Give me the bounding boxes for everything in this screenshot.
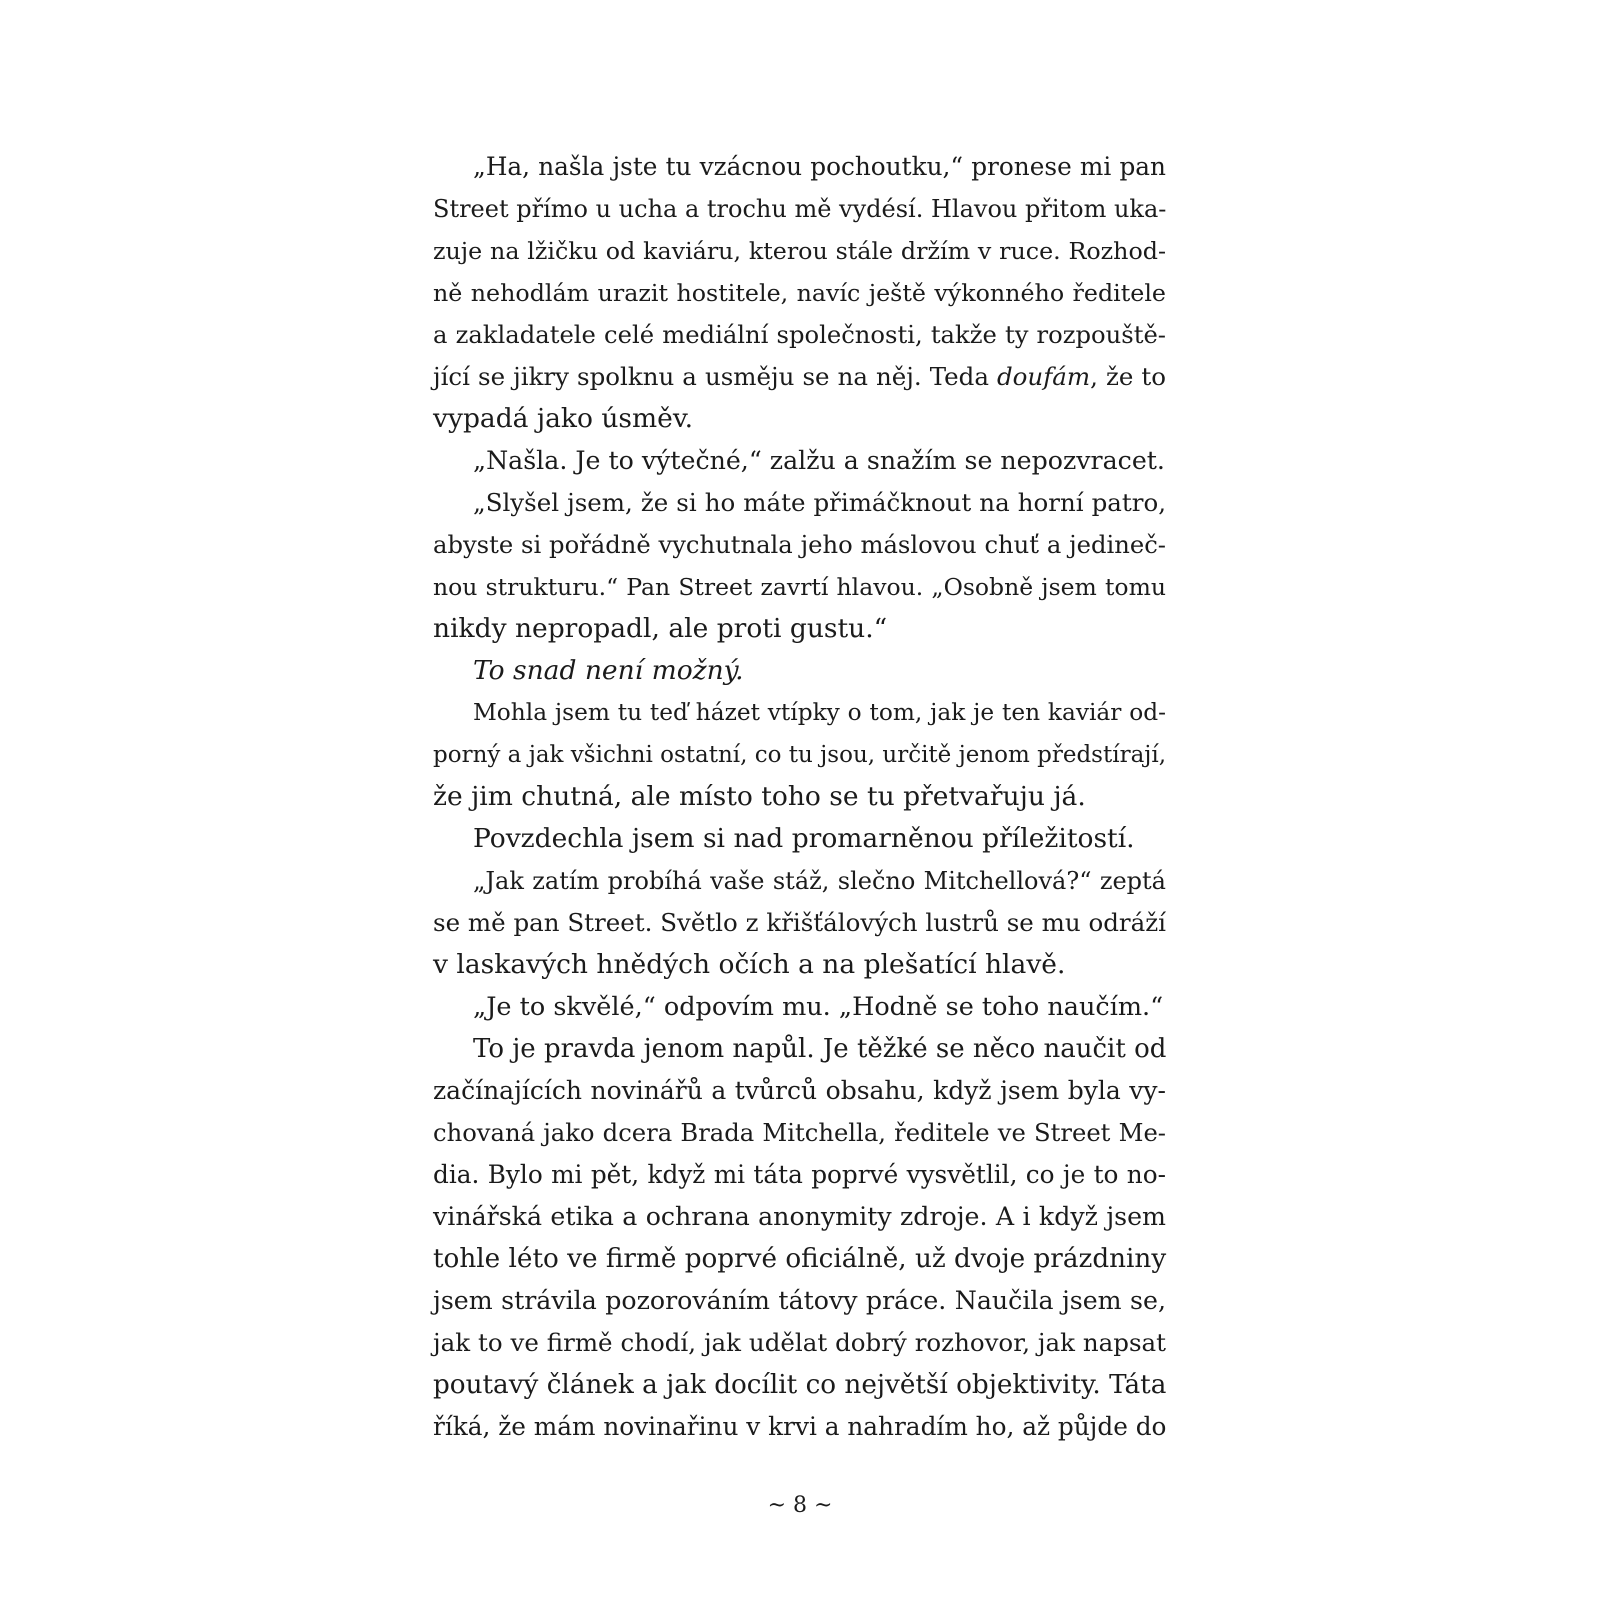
text-line: ně nehodlám urazit hostitele, navíc ještě výkonného ředitele	[433, 279, 1166, 307]
text-line: „Je to skvělé,“ odpovím mu. „Hodně se toho naučím.“	[473, 992, 1164, 1022]
text-line: se mě pan Street. Světlo z křišťálových lustrů se mu odráží	[433, 908, 1166, 937]
text-line: říká, že mám novinařinu v krvi a nahradím ho, až půjde do	[433, 1412, 1167, 1441]
page-number: ~ 8 ~	[767, 1493, 833, 1518]
text-line: Street přímo u ucha a trochu mě vydésí. Hlavou přitom uka-	[433, 195, 1167, 223]
text-line: jící se jikry spolknu a usměju se na něj. Teda doufám, že to	[433, 362, 1166, 391]
text-line: poutavý článek a jak docílit co největší objektivity. Táta	[433, 1370, 1167, 1400]
text-line: tohle léto ve firmě poprvé oficiálně, už dvoje prázdniny	[433, 1244, 1167, 1274]
text-line: To je pravda jenom napůl. Je těžké se něco naučit od	[473, 1034, 1167, 1064]
text-line: To snad není možný.	[473, 655, 744, 686]
text-line: „Našla. Je to výtečné,“ zalžu a snažím se nepozvracet.	[473, 446, 1165, 475]
text-line: a zakladatele celé mediální společnosti, takže ty rozpouště-	[433, 320, 1166, 349]
text-line: abyste si pořádně vychutnala jeho máslovou chuť a jedineč-	[433, 530, 1166, 559]
text-line: v laskavých hnědých očích a na plešatící hlavě.	[433, 949, 1066, 980]
text-line: nou strukturu.“ Pan Street zavrtí hlavou. „Osobně jsem tomu	[433, 573, 1166, 601]
text-line: že jim chutná, ale místo toho se tu přetvařuju já.	[433, 781, 1086, 812]
text-line: „Slyšel jsem, že si ho máte přimáčknout na horní patro,	[473, 488, 1166, 517]
text-line: začínajících novinářů a tvůrců obsahu, když jsem byla vy-	[433, 1076, 1166, 1105]
text-line: „Jak zatím probíhá vaše stáž, slečno Mitchellová?“ zeptá	[473, 867, 1166, 895]
text-line: nikdy nepropadl, ale proti gustu.“	[433, 613, 888, 644]
body-text	[433, 146, 1166, 1448]
text-line: chovaná jako dcera Brada Mitchella, ředitele ve Street Me-	[433, 1118, 1166, 1147]
text-line: vinářská etika a ochrana anonymity zdroje. A i když jsem	[433, 1202, 1166, 1231]
text-line: zuje na lžičku od kaviáru, kterou stále držím v ruce. Rozhod-	[433, 237, 1166, 265]
text-line: porný a jak všichni ostatní, co tu jsou, určitě jenom předstírají,	[433, 742, 1167, 768]
text-line: vypadá jako úsměv.	[433, 403, 694, 434]
text-line: dia. Bylo mi pět, když mi táta poprvé vysvětlil, co je to no-	[433, 1160, 1166, 1189]
text-line: Povzdechla jsem si nad promarněnou příležitostí.	[473, 823, 1135, 854]
text-line: jak to ve firmě chodí, jak udělat dobrý rozhovor, jak napsat	[433, 1328, 1166, 1357]
text-line: „Ha, našla jste tu vzácnou pochoutku,“ pronese mi pan	[473, 152, 1166, 181]
text-line: jsem strávila pozorováním tátovy práce. Naučila jsem se,	[433, 1286, 1166, 1315]
text-line: Mohla jsem tu teď házet vtípky o tom, jak je ten kaviár od-	[473, 699, 1166, 726]
